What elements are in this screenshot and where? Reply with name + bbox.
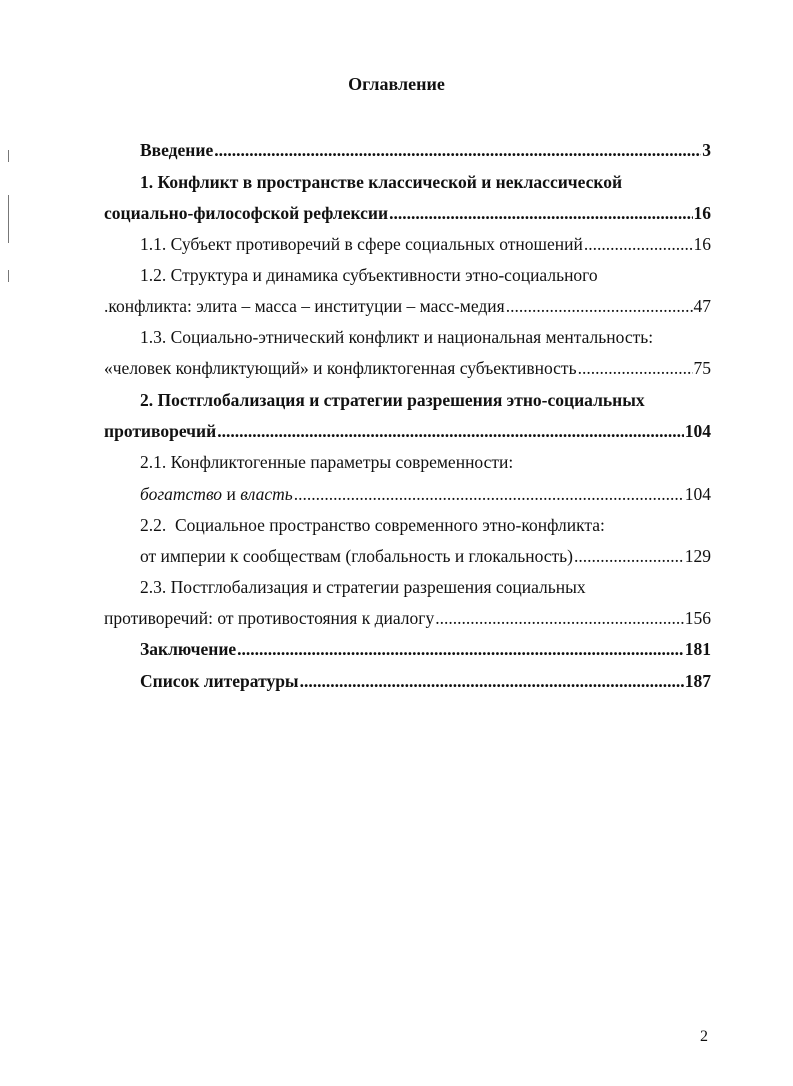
- toc-entry-text: 2.1. Конфликтогенные параметры современности:: [140, 452, 514, 472]
- toc-entry-section-2-3-cont[interactable]: [104, 606, 711, 630]
- toc-leader-dots: [217, 419, 684, 443]
- toc-entry-conclusion[interactable]: [140, 637, 711, 661]
- toc-entry-text: 1. Конфликт в пространстве классической и неклассической: [140, 172, 623, 192]
- toc-entry-section-2-2[interactable]: [140, 513, 711, 537]
- toc-leader-dots: [294, 482, 684, 506]
- page-number: 2: [700, 1028, 708, 1045]
- toc-entry-bibliography[interactable]: [140, 669, 711, 693]
- toc-entry-text: социально-философской рефлексии: [104, 203, 389, 223]
- toc-entry-text: 1.1. Субъект противоречий в сфере социальных отношений: [140, 234, 583, 254]
- margin-mark-2: [8, 195, 9, 243]
- toc-entry-text: противоречий: от противостояния к диалогу: [104, 608, 435, 628]
- toc-entry-text: 1.3. Социально-этнический конфликт и национальная ментальность:: [140, 327, 654, 347]
- margin-mark-3: [8, 270, 9, 282]
- toc-entry-text: [140, 482, 293, 506]
- toc-entry-page: 156: [684, 608, 711, 628]
- toc-entry-page: 129: [684, 546, 711, 566]
- toc-leader-dots: [435, 606, 684, 630]
- margin-mark-1: [8, 150, 9, 162]
- toc-leader-dots: [578, 356, 693, 380]
- toc-entry-page: 104: [684, 421, 711, 441]
- toc-entry-page: 16: [693, 234, 711, 254]
- toc-entry-page: 3: [702, 140, 711, 160]
- toc-leader-dots: [506, 294, 693, 318]
- toc-entry-text: 2.2. Социальное пространство современного этно-конфликта:: [140, 515, 605, 535]
- toc-entry-chapter-1[interactable]: [140, 170, 711, 194]
- toc-entry-section-1-2[interactable]: [140, 263, 711, 287]
- toc-entry-text: 2.3. Постглобализация и стратегии разрешения социальных: [140, 577, 586, 597]
- toc-leader-dots: [214, 138, 701, 162]
- toc-entry-chapter-1-cont[interactable]: [104, 201, 711, 225]
- page-title: Оглавление: [348, 74, 445, 94]
- toc-italic-wealth: богатство: [140, 484, 223, 504]
- toc-leader-dots: [584, 232, 693, 256]
- toc-entry-text: 1.2. Структура и динамика субъективности этно-социального: [140, 265, 598, 285]
- toc-entry-page: 75: [693, 358, 711, 378]
- toc-entry-section-1-1[interactable]: [140, 232, 711, 256]
- toc-leader-dots: [389, 201, 692, 225]
- toc-entry-text: Заключение: [140, 639, 237, 659]
- toc-leader-dots: [300, 669, 684, 693]
- toc-entry-text: противоречий: [104, 421, 217, 441]
- toc-conjunction: и: [222, 484, 241, 504]
- toc-entry-text: «человек конфликтующий» и конфликтогенная субъективность: [104, 358, 577, 378]
- toc-entry-section-2-1[interactable]: [140, 450, 711, 474]
- toc-entry-text: 2. Постглобализация и стратегии разрешения этно-социальных: [140, 390, 645, 410]
- toc-leader-dots: [574, 544, 684, 568]
- toc-entry-page: 181: [684, 639, 711, 659]
- toc-entry-page: 16: [693, 203, 711, 223]
- toc-entry-section-1-3[interactable]: [140, 325, 711, 349]
- toc-entry-section-1-2-cont[interactable]: [104, 294, 711, 318]
- toc-entry-section-2-2-cont[interactable]: [140, 544, 711, 568]
- toc-entry-chapter-2-cont[interactable]: [104, 419, 711, 443]
- toc-entry-page: 47: [693, 296, 711, 316]
- toc-entry-text: .конфликта: элита – масса – институции – масс-медия: [104, 296, 505, 316]
- toc-entry-chapter-2[interactable]: [140, 388, 711, 412]
- toc-entry-text: от империи к сообществам (глобальность и глокальность): [140, 546, 573, 566]
- toc-entry-section-2-1-cont[interactable]: [140, 482, 711, 506]
- toc-italic-power: власть: [240, 484, 293, 504]
- toc-entry-section-2-3[interactable]: [140, 575, 711, 599]
- toc-leader-dots: [237, 637, 684, 661]
- toc-entry-text: Введение: [140, 140, 214, 160]
- toc-entry-section-1-3-cont[interactable]: [104, 356, 711, 380]
- toc-entry-page: 104: [684, 484, 711, 504]
- toc-entry-introduction[interactable]: [140, 138, 711, 162]
- toc-entry-text: Список литературы: [140, 671, 299, 691]
- toc-entry-page: 187: [684, 671, 711, 691]
